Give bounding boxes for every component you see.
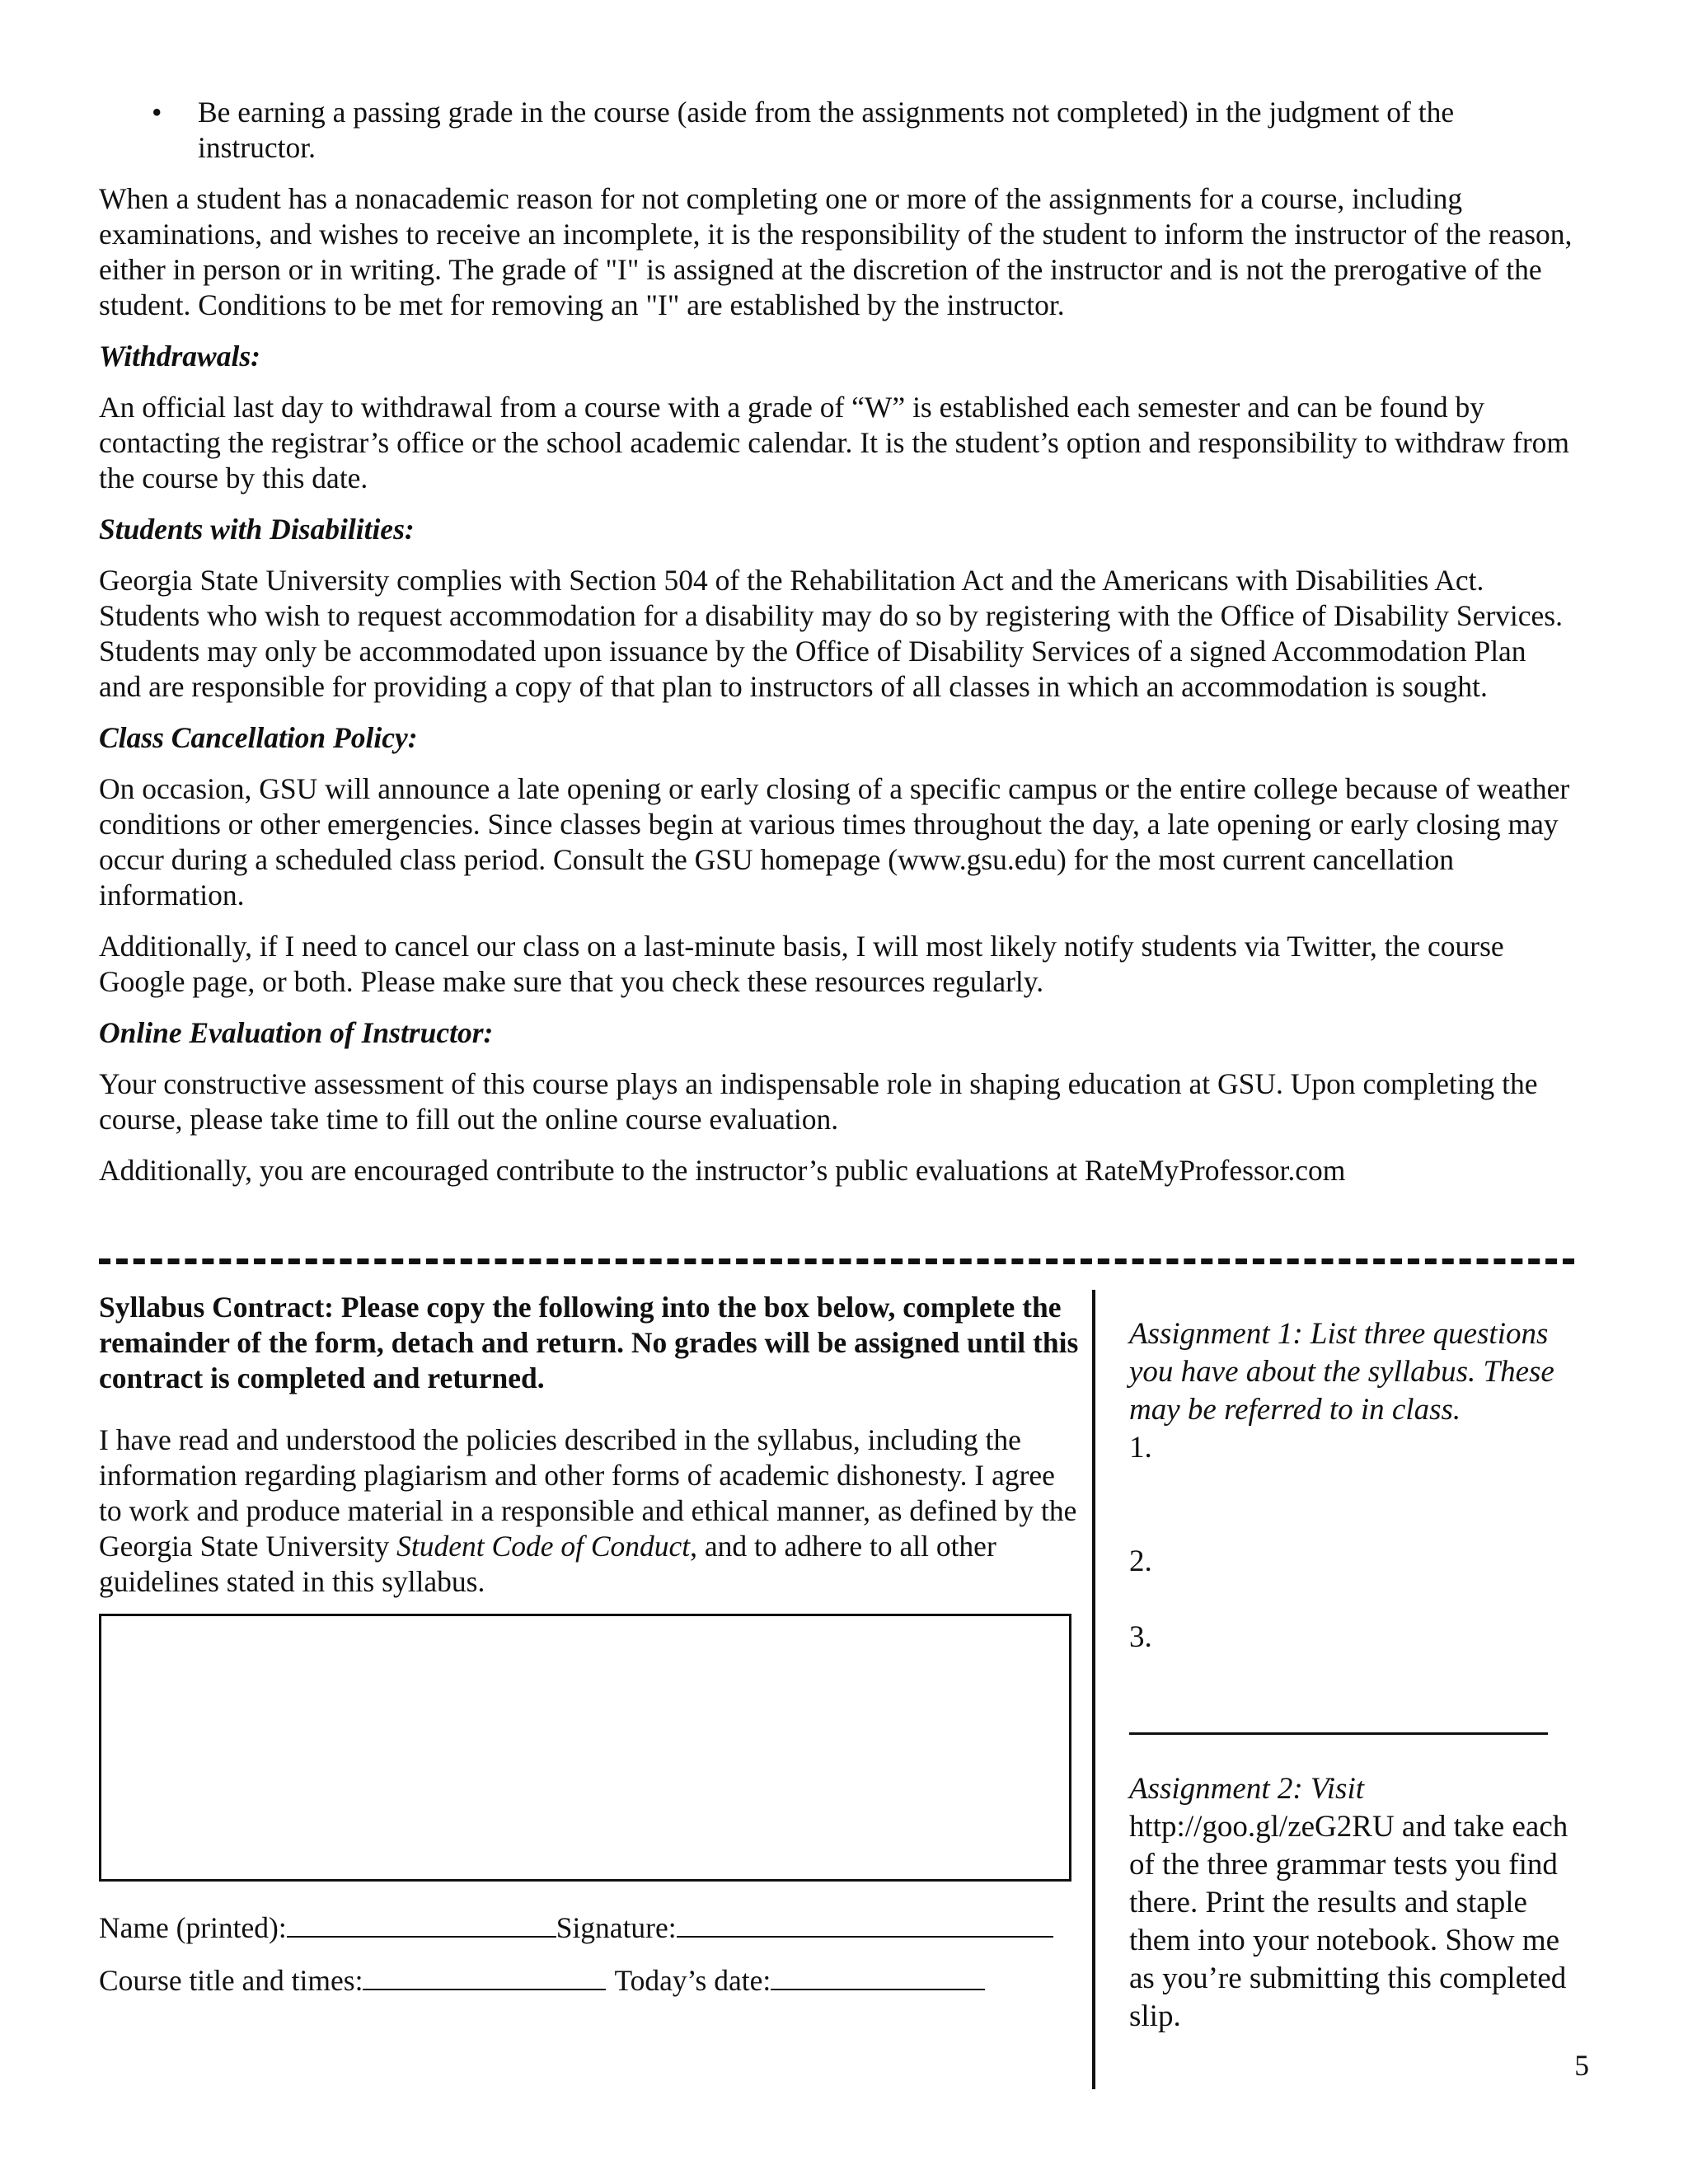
question-item-1: 1. <box>1129 1431 1152 1465</box>
list-item <box>99 95 1574 166</box>
signature-label: Signature: <box>556 1911 677 1944</box>
assignment-divider <box>1129 1732 1548 1735</box>
pledge-code-of-conduct: Student Code of Conduct <box>396 1530 691 1563</box>
question-item-3: 3. <box>1129 1620 1152 1654</box>
assignment-1-text: Assignment 1: List three questions you have about the syllabus. These may be referred to in class. <box>1129 1317 1554 1427</box>
evaluation-paragraph-2: Additionally, you are encouraged contribute to the instructor’s public evaluations at RateMyProfessor.com <box>99 1154 1346 1187</box>
pledge-text-start: I have read and understood the policies described in the syllabus, including the information regarding plagiarism and other forms of academic dishonesty. I agree to work and produce material in a responsible and ethical manner, as defined by the Georgia State University <box>99 1423 1077 1563</box>
column-divider <box>1092 1290 1095 2089</box>
pledge-text-end: , and to adhere to all other guidelines stated in this syllabus. <box>99 1530 996 1598</box>
course-date-row <box>99 1963 985 1999</box>
date-field[interactable] <box>771 1964 985 1990</box>
disabilities-paragraph: Georgia State University complies with Section 504 of the Rehabilitation Act and the Americans with Disabilities Act. Students who wish to request accommodation for a disability may do so by registering with the Office of Disability Services. Students may only be accommodated upon issuance by the Office of Disability Services of a signed Accommodation Plan and are responsible for providing a copy of that plan to instructors of all classes in which an accommodation is sought. <box>99 564 1563 703</box>
withdrawals-paragraph: An official last day to withdrawal from a course with a grade of “W” is established each semester and can be found by contacting the registrar’s office or the school academic calendar. It is the student’s option and responsibility to withdraw from the course by this date. <box>99 391 1570 494</box>
contract-pledge <box>99 1422 1080 1600</box>
bullet-dot-icon: • <box>152 96 162 129</box>
evaluation-paragraph-1: Your constructive assessment of this course plays an indispensable role in shaping education at GSU. Upon completing the course, please take time to fill out the online course evaluation. <box>99 1067 1538 1136</box>
bullet-text: Be earning a passing grade in the course (aside from the assignments not completed) in the judgment of the instructor. <box>198 96 1455 164</box>
course-field[interactable] <box>363 1964 606 1990</box>
assignment-2-text: http://goo.gl/zeG2RU and take each of the three grammar tests you find there. Print the results and staple them into your notebook. Show me as you’re submitting this completed slip. <box>1129 1810 1568 2033</box>
question-item-2: 2. <box>1129 1544 1152 1578</box>
incomplete-paragraph: When a student has a nonacademic reason for not completing one or more of the assignments for a course, including examinations, and wishes to receive an incomplete, it is the responsibility of the student to inform the instructor of the reason, either in person or in writing. The grade of "I" is assigned at the discretion of the instructor and is not the prerogative of the student. Conditions to be met for removing an "I" are established by the instructor. <box>99 182 1573 321</box>
cancellation-heading: Class Cancellation Policy: <box>99 721 418 754</box>
date-label: Today’s date: <box>614 1964 771 1997</box>
disabilities-heading: Students with Disabilities: <box>99 513 415 546</box>
assignment-2-label: Assignment 2: Visit <box>1129 1772 1365 1806</box>
cancellation-paragraph-2: Additionally, if I need to cancel our class on a last-minute basis, I will most likely notify students via Twitter, the course Google page, or both. Please make sure that you check these resources regularly. <box>99 930 1504 998</box>
assignment-2 <box>1129 1770 1574 2036</box>
evaluation-heading: Online Evaluation of Instructor: <box>99 1016 494 1049</box>
detach-cut-line <box>99 1258 1574 1264</box>
assignment-1 <box>1129 1315 1574 1467</box>
pledge-copy-box[interactable] <box>99 1614 1071 1882</box>
cancellation-paragraph-1: On occasion, GSU will announce a late opening or early closing of a specific campus or the entire college because of weather conditions or other emergencies. Since classes begin at various times throughout the day, a late opening or early closing may occur during a scheduled class period. Consult the GSU homepage (www.gsu.edu) for the most current cancellation information. <box>99 772 1570 912</box>
signature-field[interactable] <box>677 1911 1053 1938</box>
page-number: 5 <box>1574 2049 1589 2082</box>
name-signature-row <box>99 1910 1053 1946</box>
course-label: Course title and times: <box>99 1964 363 1997</box>
syllabus-body <box>99 95 1574 1188</box>
name-field[interactable] <box>287 1911 556 1938</box>
withdrawals-heading: Withdrawals: <box>99 340 260 373</box>
name-label: Name (printed): <box>99 1911 287 1944</box>
contract-instructions: Syllabus Contract: Please copy the following into the box below, complete the remainder of the form, detach and return. No grades will be assigned until this contract is completed and returned. <box>99 1291 1079 1394</box>
syllabus-contract <box>99 1290 1080 1600</box>
